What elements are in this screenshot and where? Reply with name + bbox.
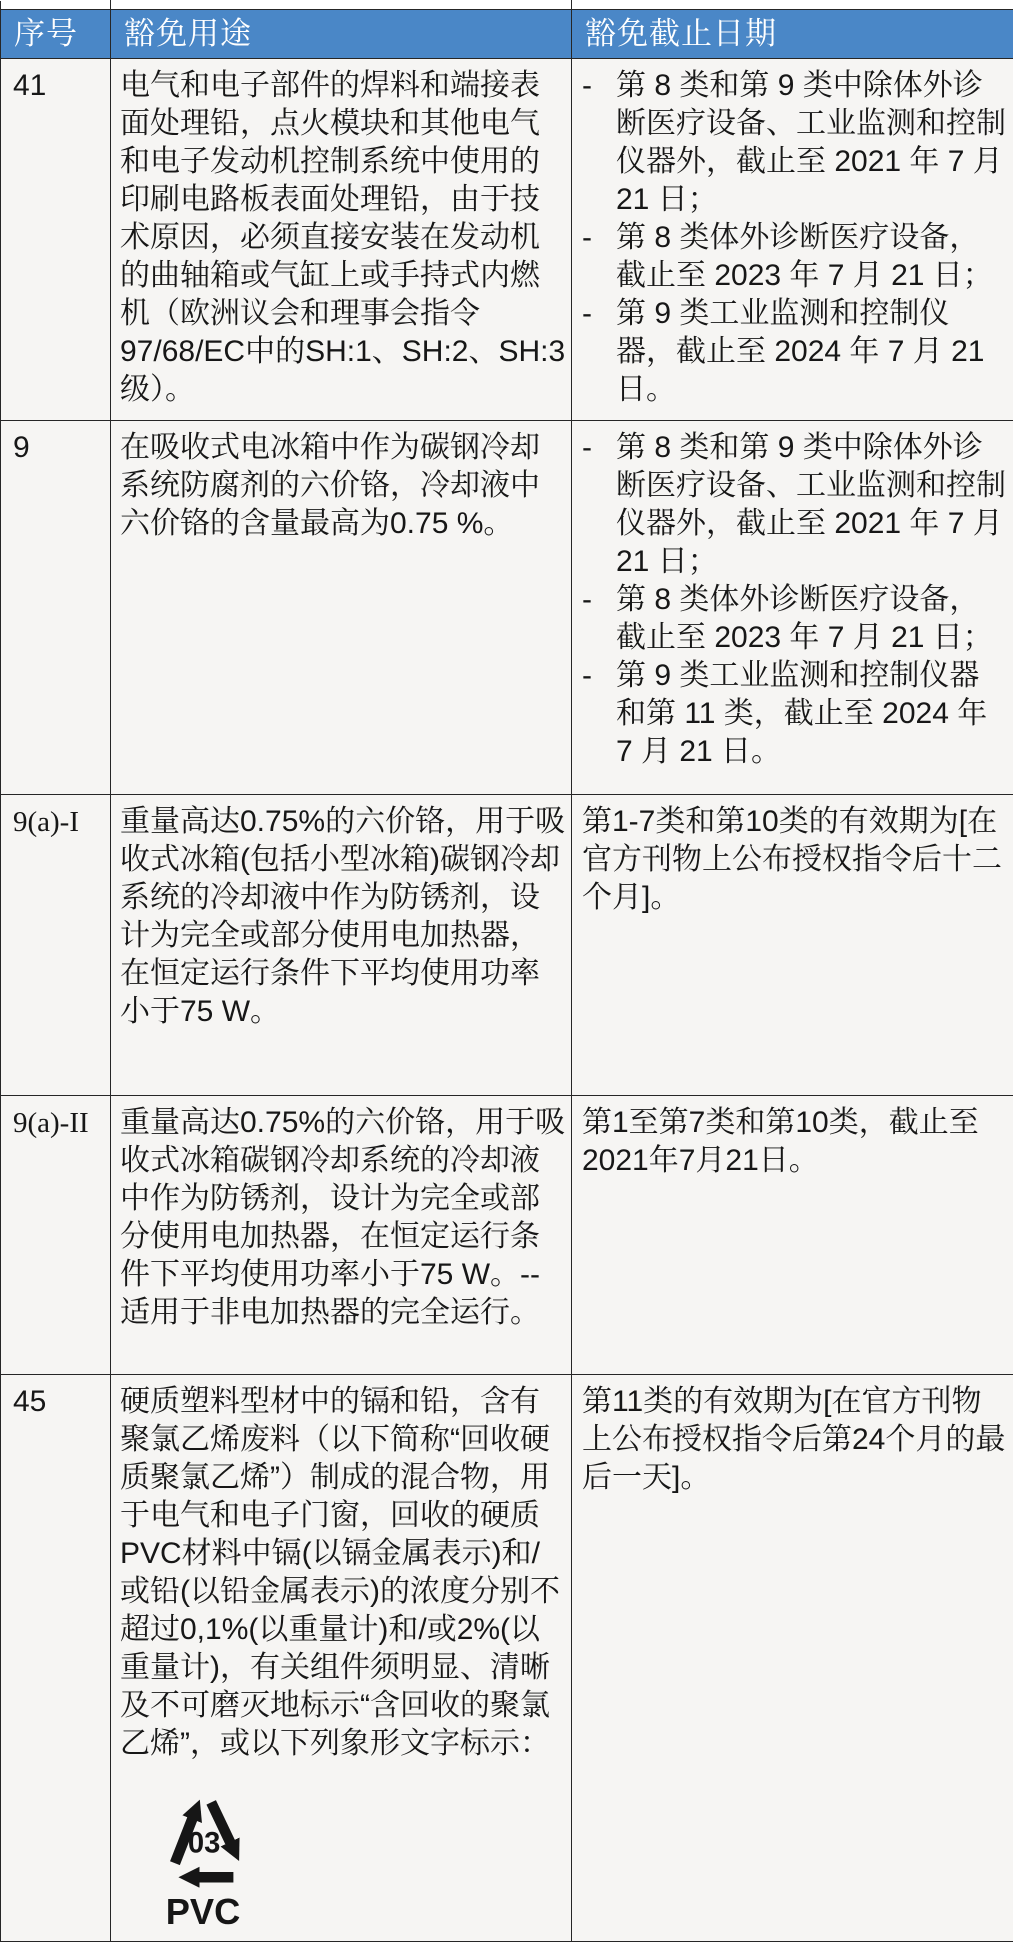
use-text: 电气和电子部件的焊料和端接表面处理铅，点火模块和其他电气和电子发动机控制系统中使用的印刷电路板表面处理铅，由于技术原因，必须直接安装在发动机的曲轴箱或气缸上或手持式内燃机（欧洲议会和理事会指令97/68/EC中的SH:1、SH:2、SH:3级）。 xyxy=(120,69,566,406)
row-use-cell xyxy=(111,795,572,1096)
table-head xyxy=(1,1,1013,59)
deadline-item xyxy=(582,67,1009,219)
row-id-cell: 9 xyxy=(1,421,111,795)
table-row xyxy=(1,1375,1013,1942)
dash-marker: - xyxy=(582,431,592,464)
row-id-cell: 9(a)-I xyxy=(1,795,111,1096)
use-text: 硬质塑料型材中的镉和铅，含有聚氯乙烯废料（以下简称“回收硬质聚氯乙烯”）制成的混合物，用于电气和电子门窗，回收的硬质PVC材料中镉(以镉金属表示)和/或铅(以铅金属表示)的浓度分别不超过0,1%(以重量计)和/或2%(以重量计)，有关组件须明显、清晰及不可磨灭地标示“含回收的聚氯乙烯”，或以下列象形文字标示： xyxy=(120,1385,560,1760)
dash-marker: - xyxy=(582,583,592,616)
row-deadline-cell xyxy=(572,1096,1013,1375)
table-row xyxy=(1,795,1013,1096)
use-text: 重量高达0.75%的六价铬，用于吸收式冰箱(包括小型冰箱)碳钢冷却系统的冷却液中作为防锈剂，设计为完全或部分使用电加热器，在恒定运行条件下平均使用功率小于75 W。 xyxy=(120,805,566,1028)
table-row xyxy=(1,1096,1013,1375)
deadline-item-text: 第 8 类体外诊断医疗设备，截止至 2023 年 7 月 21 日； xyxy=(616,221,993,292)
table-row xyxy=(1,421,1013,795)
header-cell-deadline: 豁免截止日期 xyxy=(572,10,1013,59)
spacer-cell xyxy=(111,1,572,10)
row-id-cell: 45 xyxy=(1,1375,111,1942)
row-use-cell xyxy=(111,1096,572,1375)
recycle-label-text: PVC xyxy=(165,1890,241,1931)
deadline-item-text: 第 9 类工业监测和控制仪器和第 11 类，截止至 2024 年 7 月 21 日。 xyxy=(616,659,988,768)
deadline-text: 第1-7类和第10类的有效期为[在官方刊物上公布授权指令后十二个月]。 xyxy=(582,805,1002,914)
row-use-cell xyxy=(111,421,572,795)
row-use-cell xyxy=(111,1375,572,1942)
deadline-item-text: 第 8 类和第 9 类中除体外诊断医疗设备、工业监测和控制仪器外，截止至 2021 年 7 月 21 日； xyxy=(616,69,1006,216)
spacer-cell xyxy=(1,1,111,10)
deadline-item xyxy=(582,295,1009,409)
top-spacer-row xyxy=(1,1,1013,10)
row-use-cell xyxy=(111,59,572,421)
deadline-item xyxy=(582,581,1009,657)
deadline-item xyxy=(582,429,1009,581)
row-id-cell: 9(a)-II xyxy=(1,1096,111,1375)
deadline-list xyxy=(582,429,1009,771)
deadline-item-text: 第 9 类工业监测和控制仪器，截止至 2024 年 7 月 21 日。 xyxy=(616,297,985,406)
deadline-item xyxy=(582,219,1009,295)
deadline-item-text: 第 8 类和第 9 类中除体外诊断医疗设备、工业监测和控制仪器外，截止至 2021 年 7 月 21 日； xyxy=(616,431,1006,578)
recycle-pvc-icon xyxy=(144,1779,264,1931)
use-text: 在吸收式电冰箱中作为碳钢冷却系统防腐剂的六价铬，冷却液中六价铬的含量最高为0.75 %。 xyxy=(120,431,540,540)
deadline-item-text: 第 8 类体外诊断医疗设备，截止至 2023 年 7 月 21 日； xyxy=(616,583,993,654)
row-id-cell: 41 xyxy=(1,59,111,421)
header-cell-serial: 序号 xyxy=(1,10,111,59)
deadline-item xyxy=(582,657,1009,771)
spacer-cell xyxy=(572,1,1013,10)
dash-marker: - xyxy=(582,69,592,102)
deadline-text: 第1至第7类和第10类，截止至2021年7月21日。 xyxy=(582,1106,979,1177)
dash-marker: - xyxy=(582,659,592,692)
header-cell-use: 豁免用途 xyxy=(111,10,572,59)
header-row xyxy=(1,10,1013,59)
row-deadline-cell xyxy=(572,1375,1013,1942)
row-deadline-cell xyxy=(572,421,1013,795)
table-body xyxy=(1,59,1013,1942)
dash-marker: - xyxy=(582,297,592,330)
row-deadline-cell xyxy=(572,795,1013,1096)
table-row xyxy=(1,59,1013,421)
row-deadline-cell xyxy=(572,59,1013,421)
deadline-text: 第11类的有效期为[在官方刊物上公布授权指令后第24个月的最后一天]。 xyxy=(582,1385,1006,1494)
use-text: 重量高达0.75%的六价铬，用于吸收式冰箱碳钢冷却系统的冷却液中作为防锈剂，设计为完全或部分使用电加热器，在恒定运行条件下平均使用功率小于75 W。--适用于非电加热器的完全运行。 xyxy=(120,1106,566,1329)
recycle-code-text: 03 xyxy=(187,1827,221,1860)
dash-marker: - xyxy=(582,221,592,254)
deadline-list xyxy=(582,67,1009,409)
